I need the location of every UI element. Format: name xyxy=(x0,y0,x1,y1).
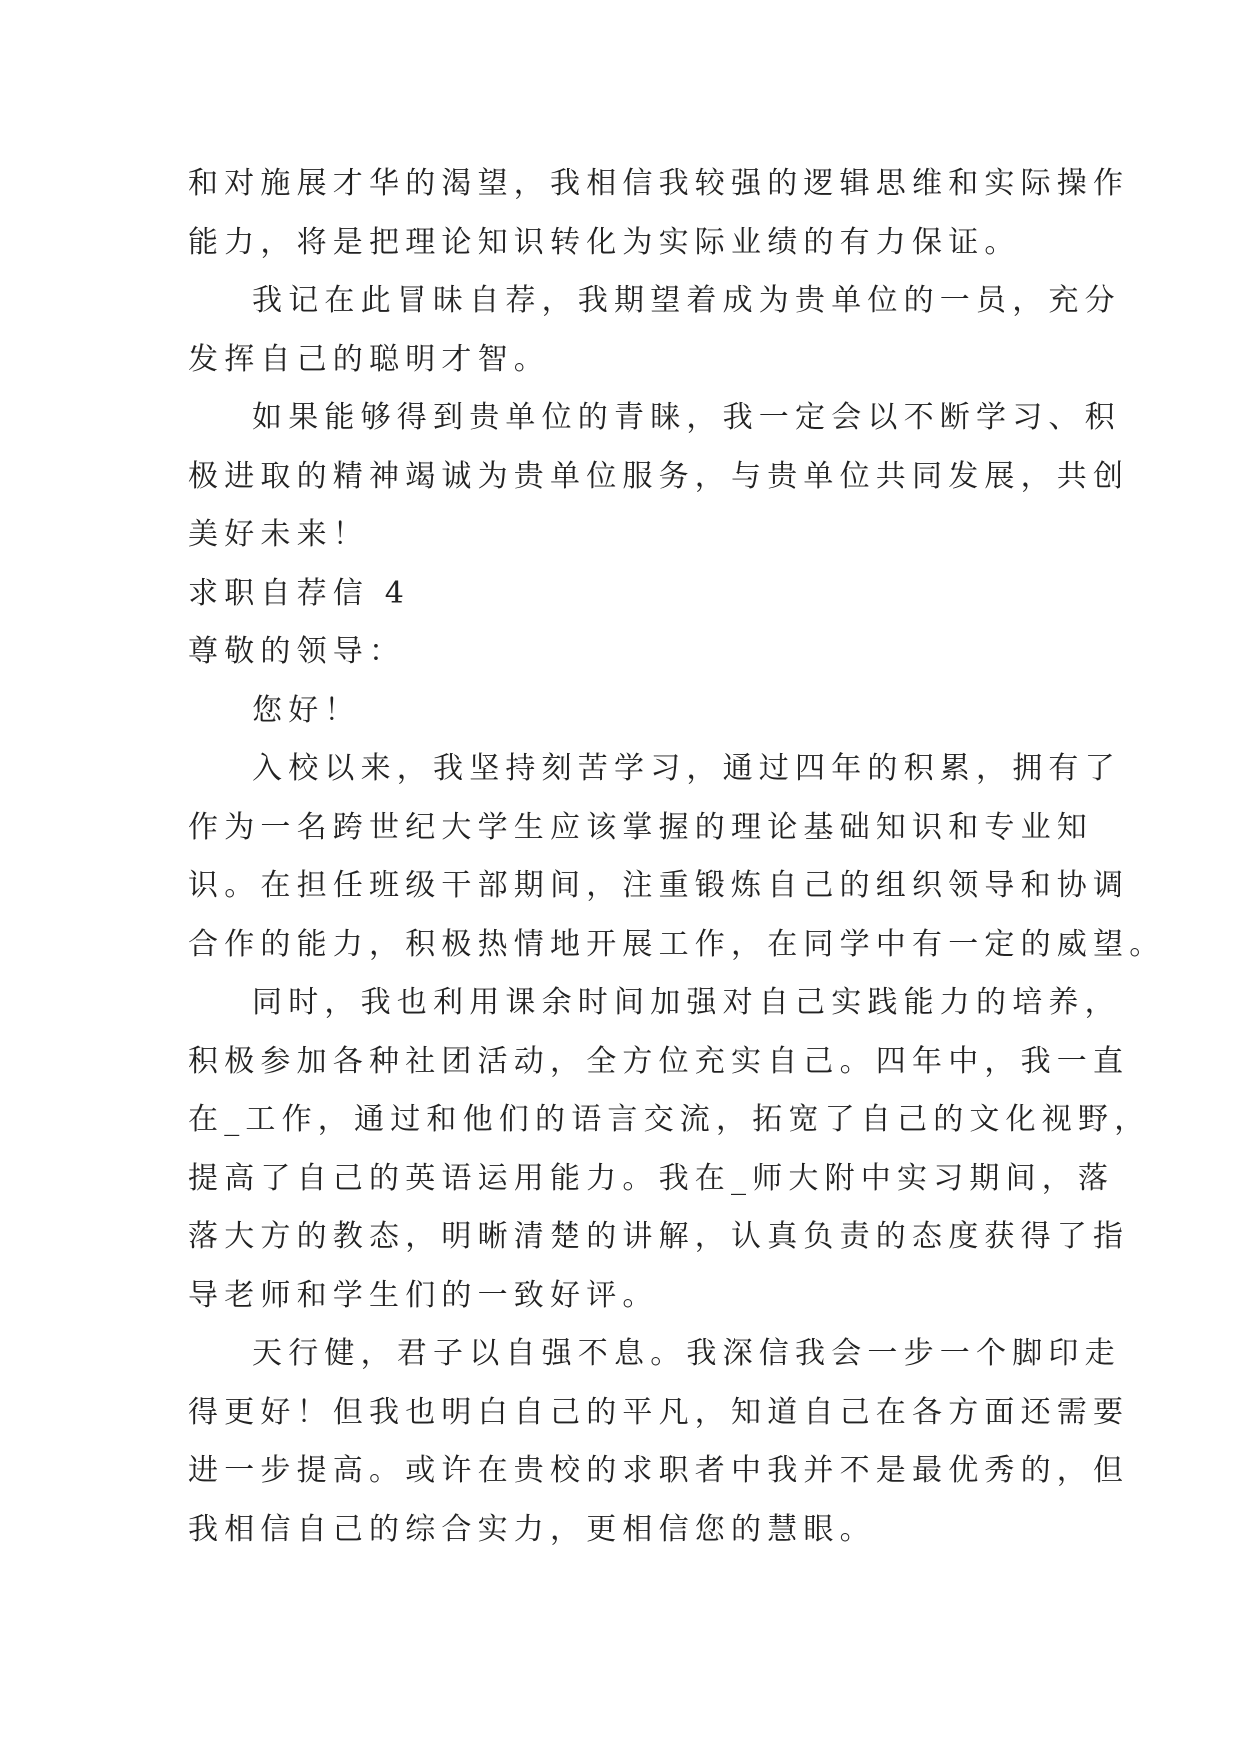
text-line: 我相信自己的综合实力，更相信您的慧眼。 xyxy=(188,1511,876,1547)
text-line: 导老师和学生们的一致好评。 xyxy=(188,1277,659,1313)
text-line: 发挥自己的聪明才智。 xyxy=(188,341,550,377)
text-line: 能力，将是把理论知识转化为实际业绩的有力保证。 xyxy=(188,224,1021,260)
text-line: 同时，我也利用课余时间加强对自己实践能力的培养， xyxy=(252,985,1121,1020)
text-line: 进一步提高。或许在贵校的求职者中我并不是最优秀的，但 xyxy=(188,1453,1130,1488)
salutation: 尊敬的领导： xyxy=(188,634,406,669)
text-line: 美好未来！ xyxy=(188,517,369,552)
text-line: 得更好！但我也明白自己的平凡，知道自己在各方面还需要 xyxy=(188,1394,1130,1430)
text-line: 入校以来，我坚持刻苦学习，通过四年的积累，拥有了 xyxy=(252,751,1121,786)
text-line: 在_工作，通过和他们的语言交流，拓宽了自己的文化视野， xyxy=(188,1102,1151,1137)
text-line: 如果能够得到贵单位的青睐，我一定会以不断学习、积 xyxy=(252,400,1121,435)
text-line: 极进取的精神竭诚为贵单位服务，与贵单位共同发展，共创 xyxy=(188,458,1130,494)
letter-body xyxy=(188,155,1166,1559)
section-title: 求职自荐信 4 xyxy=(188,575,411,611)
text-line: 和对施展才华的渴望，我相信我较强的逻辑思维和实际操作 xyxy=(188,166,1130,201)
text-line: 作为一名跨世纪大学生应该掌握的理论基础知识和专业知 xyxy=(188,809,1093,845)
text-line: 落大方的教态，明晰清楚的讲解，认真负责的态度获得了指 xyxy=(188,1219,1130,1254)
text-line: 提高了自己的英语运用能力。我在_师大附中实习期间，落 xyxy=(188,1160,1115,1196)
text-line: 合作的能力，积极热情地开展工作，在同学中有一定的威望。 xyxy=(188,926,1166,962)
text-line: 积极参加各种社团活动，全方位充实自己。四年中，我一直 xyxy=(188,1043,1130,1079)
text-line: 我记在此冒昧自荐，我期望着成为贵单位的一员，充分 xyxy=(252,283,1121,318)
text-line: 天行健，君子以自强不息。我深信我会一步一个脚印走 xyxy=(252,1336,1121,1371)
text-line: 识。在担任班级干部期间，注重锻炼自己的组织领导和协调 xyxy=(188,868,1130,903)
greeting: 您好！ xyxy=(252,692,361,728)
